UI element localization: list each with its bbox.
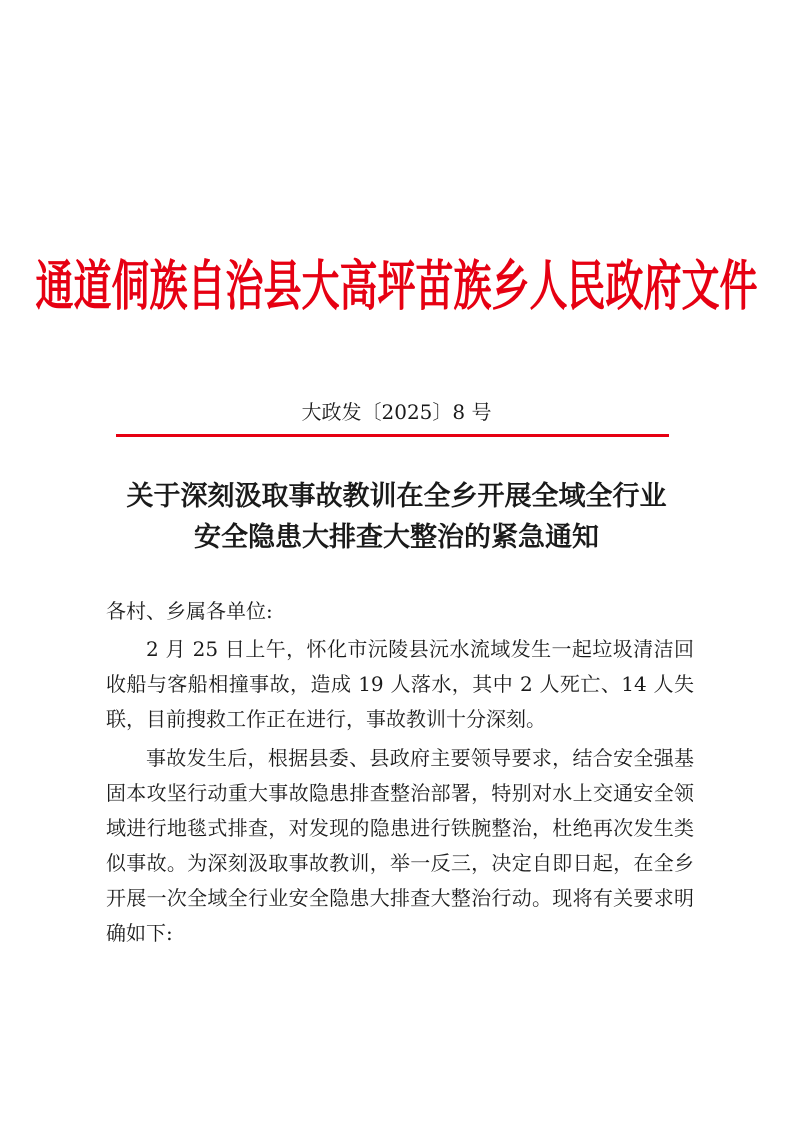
document-number: 大政发〔2025〕8 号 bbox=[301, 400, 492, 424]
salutation: 各村、乡属各单位: bbox=[106, 599, 273, 623]
issuer-header: 通道侗族自治县大高坪苗族乡人民政府文件 bbox=[35, 253, 758, 318]
paragraph-2: 事故发生后，根据县委、县政府主要领导要求，结合安全强基固本攻坚行动重大事故隐患排查整治部署，特别对水上交通安全领域进行地毯式排查，对发现的隐患进行铁腕整治，杜绝再次发生类似事故。为深刻汲取事故教训，举一反三，决定自即日起，在全乡开展一次全域全行业安全隐患大排查大整治行动。现将有关要求明确如下: bbox=[106, 746, 694, 945]
title-line-2: 安全隐患大排查大整治的紧急通知 bbox=[194, 522, 599, 553]
document-body bbox=[106, 594, 694, 951]
title-line-1: 关于深刻汲取事故教训在全乡开展全域全行业 bbox=[126, 481, 667, 512]
document-title bbox=[0, 476, 793, 558]
red-divider-rule bbox=[116, 434, 669, 437]
paragraph-1: 2 月 25 日上午，怀化市沅陵县沅水流域发生一起垃圾清洁回收船与客船相撞事故，造成 19 人落水，其中 2 人死亡、14 人失联，目前搜救工作正在进行，事故教训十分深刻。 bbox=[106, 637, 694, 731]
